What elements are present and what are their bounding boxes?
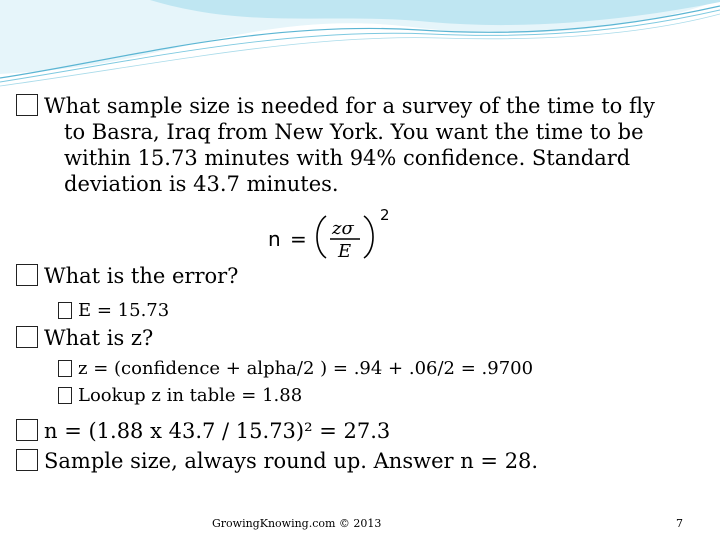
footer-credit: GrowingKnowing.com © 2013 bbox=[212, 517, 382, 530]
bullet-icon bbox=[16, 419, 38, 441]
formula-denominator: E bbox=[338, 241, 352, 262]
header-wave-decoration bbox=[0, 0, 720, 90]
question-line: deviation is 43.7 minutes. bbox=[64, 172, 339, 196]
formula-equals: = bbox=[290, 227, 307, 251]
sample-size-formula bbox=[268, 204, 398, 264]
error-value-text: E = 15.73 bbox=[78, 300, 170, 321]
z-calculation-item bbox=[78, 358, 533, 379]
question-line: to Basra, Iraq from New York. You want the time to be bbox=[64, 120, 644, 144]
calculation-text: n = (1.88 x 43.7 / 15.73)² = 27.3 bbox=[44, 419, 391, 443]
question-what-error bbox=[44, 264, 238, 288]
question-text: What is z? bbox=[44, 326, 154, 350]
formula-numerator: zσ bbox=[332, 218, 354, 239]
bullet-icon bbox=[58, 302, 72, 319]
bullet-icon bbox=[16, 264, 38, 286]
page-number: 7 bbox=[676, 517, 683, 530]
z-calculation-text: z = (confidence + alpha/2 ) = .94 + .06/2 = .9700 bbox=[78, 358, 534, 379]
bullet-icon bbox=[16, 449, 38, 471]
question-block-1 bbox=[44, 94, 655, 118]
sample-size-calculation bbox=[44, 419, 390, 443]
bullet-icon bbox=[16, 326, 38, 348]
question-line: within 15.73 minutes with 94% confidence. Standard bbox=[64, 146, 631, 170]
bullet-icon bbox=[58, 387, 72, 404]
question-text: What is the error? bbox=[44, 264, 239, 288]
answer-text: Sample size, always round up. Answer n = 28. bbox=[44, 449, 539, 473]
formula-exponent: 2 bbox=[380, 206, 390, 224]
z-lookup-text: Lookup z in table = 1.88 bbox=[78, 385, 303, 406]
answer-statement bbox=[44, 449, 538, 473]
error-value-item bbox=[78, 300, 169, 321]
bullet-icon bbox=[16, 94, 38, 116]
bullet-icon bbox=[58, 360, 72, 377]
z-lookup-item bbox=[78, 385, 302, 406]
question-what-z bbox=[44, 326, 153, 350]
question-line: What sample size is needed for a survey of the time to fly bbox=[44, 94, 655, 118]
formula-lhs: n bbox=[268, 227, 281, 251]
